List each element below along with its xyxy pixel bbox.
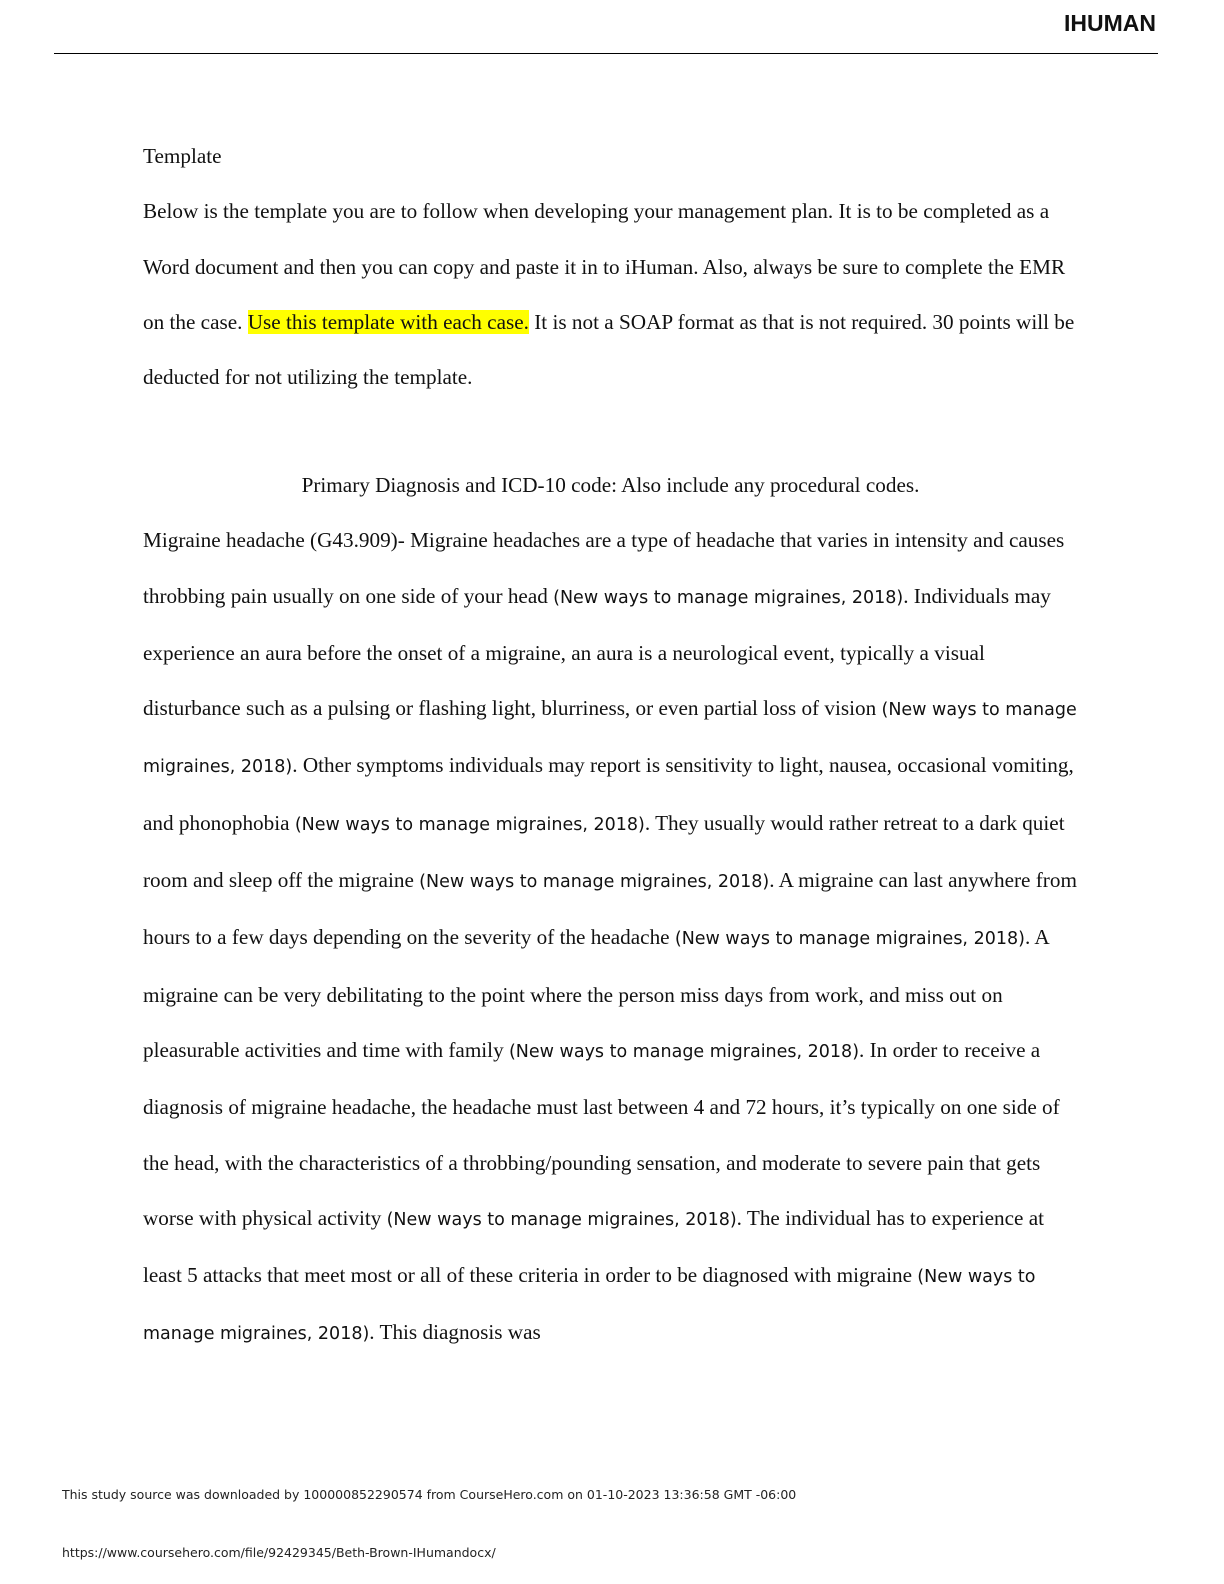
citation: (New ways to manage migraines, 2018): [386, 1209, 737, 1230]
body-text: . This diagnosis was: [369, 1320, 541, 1345]
source-url: https://www.coursehero.com/file/92429345/Beth-Brown-IHumandocx/: [62, 1545, 496, 1560]
body-text: . Individuals may experience an aura before the onset of a migraine, an aura is a neurological event, typically a visual disturbance such as a pulsing or flashing light, blurriness, or even partial loss of vision: [143, 583, 1051, 721]
intro-section: [143, 129, 1078, 405]
body-text: . A migraine can be very debilitating to the point where the person miss days from work, and miss out on pleasurable activities and time with family: [143, 925, 1049, 1062]
diagnosis-heading: Primary Diagnosis and ICD-10 code: Also include any procedural codes.: [301, 473, 920, 497]
body-text: . In order to receive a diagnosis of migraine headache, the headache must last between 4 and 72 hours, it’s typically on one side of the head, with the characteristics of a throbbing/pounding sensation, and moderate to severe pain that gets worse with physical activity: [143, 1037, 1060, 1230]
header-divider: [54, 53, 1158, 54]
citation: (New ways to manage migraines, 2018): [143, 700, 1077, 778]
body-text: . The individual has to experience at least 5 attacks that meet most or all of these criteria in order to be diagnosed with migraine: [143, 1205, 1044, 1288]
citation: (New ways to manage migraines, 2018): [294, 814, 645, 835]
intro-text-1: Below is the template you are to follow when developing your management plan. It is to be completed as a Word document and then you can copy and paste it in to iHuman. Also, always be sure to complete the EMR on the case.: [143, 199, 1066, 334]
citation: (New ways to manage migraines, 2018): [143, 1267, 1036, 1345]
intro-paragraph: [143, 184, 1078, 405]
citation: (New ways to manage migraines, 2018): [674, 929, 1025, 950]
page-header-title: IHUMAN: [1064, 10, 1156, 36]
diagnosis-paragraph: [143, 513, 1078, 1362]
citation: (New ways to manage migraines, 2018): [508, 1041, 860, 1062]
diagnosis-section: [143, 458, 1078, 1363]
intro-text-2: It is not a SOAP format as that is not required. 30 points will be deducted for not utilizing the template.: [143, 309, 1075, 390]
highlighted-instruction: Use this template with each case.: [247, 309, 529, 334]
citation: (New ways to manage migraines, 2018): [553, 587, 904, 608]
body-text: . A migraine can last anywhere from hours to a few days depending on the severity of the headache: [143, 868, 1077, 950]
template-heading: Template: [143, 144, 222, 168]
body-text: . They usually would rather retreat to a dark quiet room and sleep off the migraine: [143, 810, 1065, 893]
body-text: . Other symptoms individuals may report is sensitivity to light, nausea, occasional vomiting, and phonophobia: [143, 753, 1074, 835]
citation: (New ways to manage migraines, 2018): [419, 872, 770, 893]
download-notice: This study source was downloaded by 100000852290574 from CourseHero.com on 01-10-2023 13:36:58 GMT -06:00: [62, 1487, 797, 1502]
body-text: Migraine headache (G43.909)- Migraine headaches are a type of headache that varies in intensity and causes throbbing pain usually on one side of your head: [143, 528, 1065, 608]
